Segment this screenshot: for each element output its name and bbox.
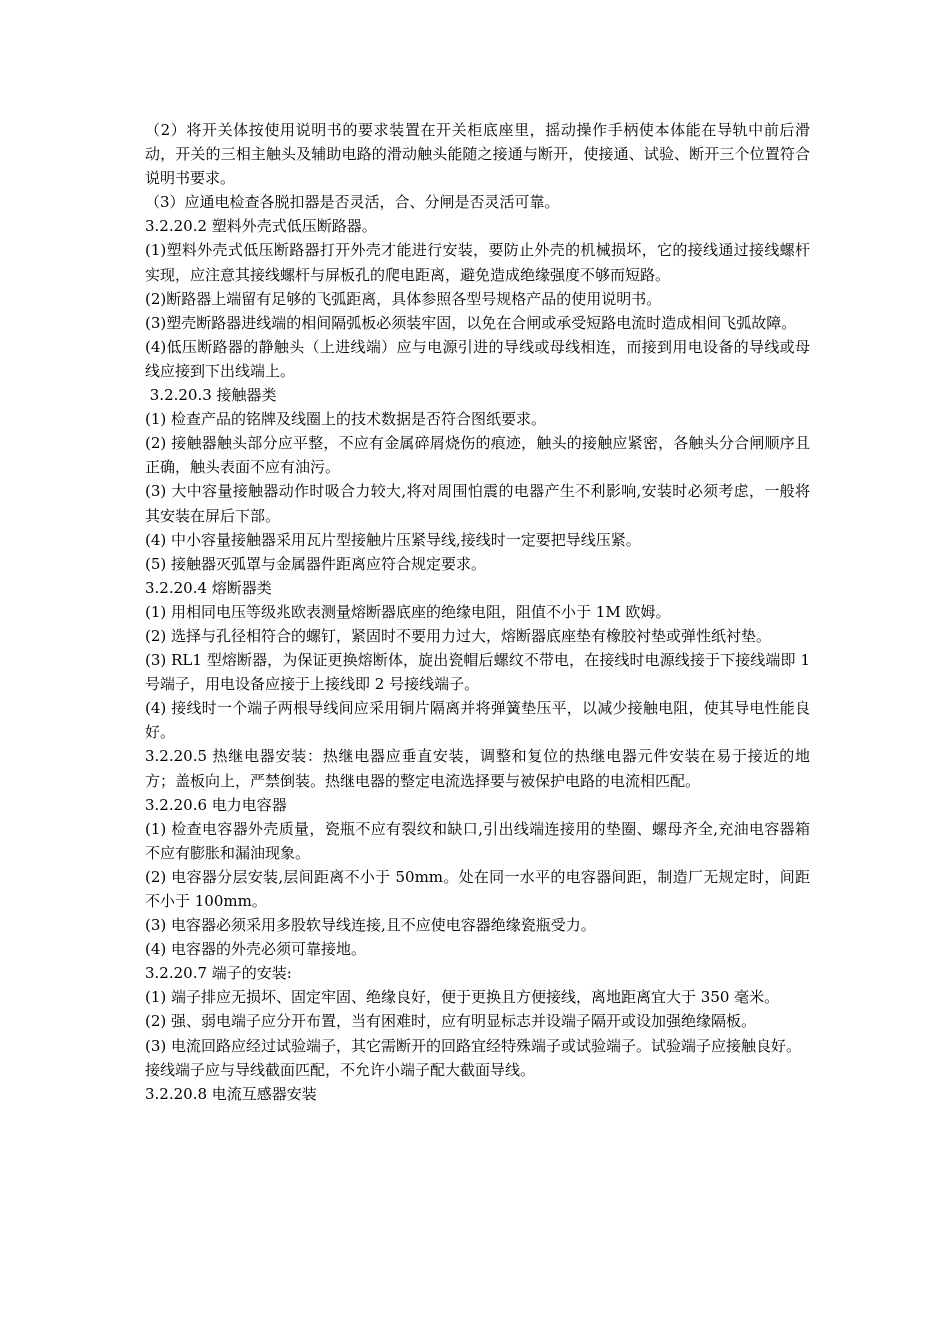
paragraph: (1)塑料外壳式低压断路器打开外壳才能进行安装，要防止外壳的机械损坏，它的接线通过接线螺杆实现，应注意其接线螺杆与屏板孔的爬电距离，避免造成绝缘强度不够而短路。 bbox=[145, 241, 810, 284]
paragraph: (4) 电容器的外壳必须可靠接地。 bbox=[145, 940, 367, 959]
section-heading: 3.2.20.6 电力电容器 bbox=[145, 795, 287, 814]
paragraph: (1) 检查产品的铭牌及线圈上的技术数据是否符合图纸要求。 bbox=[145, 410, 547, 429]
section-heading: 3.2.20.7 端子的安装: bbox=[145, 964, 292, 983]
paragraph: 3.2.20.5 热继电器安装：热继电器应垂直安装，调整和复位的热继电器元件安装在易于接近的地方；盖板向上，严禁倒装。热继电器的整定电流选择要与被保护电路的电流相匹配。 bbox=[145, 747, 810, 790]
section-heading: 3.2.20.8 电流互感器安装 bbox=[145, 1084, 317, 1103]
paragraph: (3) RL1 型熔断器，为保证更换熔断体，旋出瓷帽后螺纹不带电，在接线时电源线接于下接线端即 1 号端子，用电设备应接于上接线即 2 号接线端子。 bbox=[145, 651, 810, 694]
paragraph: (3) 电流回路应经过试验端子，其它需断开的回路宜经特殊端子或试验端子。试验端子应接触良好。 bbox=[145, 1036, 802, 1055]
section-heading: 3.2.20.3 接触器类 bbox=[145, 386, 277, 405]
paragraph: (3) 大中容量接触器动作时吸合力较大,将对周围怕震的电器产生不利影响,安装时必须考虑，一般将其安装在屏后下部。 bbox=[145, 482, 810, 525]
paragraph: (4) 中小容量接触器采用瓦片型接触片压紧导线,接线时一定要把导线压紧。 bbox=[145, 530, 641, 549]
paragraph: 接线端子应与导线截面匹配，不允许小端子配大截面导线。 bbox=[145, 1060, 536, 1079]
paragraph: (2) 选择与孔径相符合的螺钉，紧固时不要用力过大，熔断器底座垫有橡胶衬垫或弹性纸衬垫。 bbox=[145, 626, 772, 645]
section-heading: 3.2.20.2 塑料外壳式低压断路器。 bbox=[145, 217, 377, 236]
paragraph: (3) 电容器必须采用多股软导线连接,且不应使电容器绝缘瓷瓶受力。 bbox=[145, 916, 596, 935]
paragraph: (2) 强、弱电端子应分开布置，当有困难时，应有明显标志并设端子隔开或设加强绝缘隔板。 bbox=[145, 1012, 757, 1031]
paragraph: (2) 电容器分层安装,层间距离不小于 50mm。处在同一水平的电容器间距，制造厂无规定时，间距不小于 100mm。 bbox=[145, 867, 810, 910]
paragraph: (4)低压断路器的静触头（上进线端）应与电源引进的导线或母线相连，而接到用电设备的导线或母线应接到下出线端上。 bbox=[145, 337, 810, 380]
paragraph: (1) 用相同电压等级兆欧表测量熔断器底座的绝缘电阻，阻值不小于 1M 欧姆。 bbox=[145, 602, 671, 621]
paragraph: （3）应通电检查各脱扣器是否灵活，合、分闸是否灵活可靠。 bbox=[145, 193, 560, 212]
paragraph: (3)塑壳断路器进线端的相间隔弧板必须装牢固，以免在合闸或承受短路电流时造成相间飞弧故障。 bbox=[145, 313, 797, 332]
paragraph: (4) 接线时一个端子两根导线间应采用铜片隔离并将弹簧垫压平，以减少接触电阻，使其导电性能良好。 bbox=[145, 699, 810, 742]
section-heading: 3.2.20.4 熔断器类 bbox=[145, 578, 272, 597]
paragraph: (2) 接触器触头部分应平整，不应有金属碎屑烧伤的痕迹，触头的接触应紧密，各触头分合闸顺序且正确，触头表面不应有油污。 bbox=[145, 434, 810, 477]
paragraph: (1) 检查电容器外壳质量，瓷瓶不应有裂纹和缺口,引出线端连接用的垫圈、螺母齐全,充油电容器箱不应有膨胀和漏油现象。 bbox=[145, 819, 810, 862]
paragraph: (2)断路器上端留有足够的飞弧距离，具体参照各型号规格产品的使用说明书。 bbox=[145, 289, 662, 308]
paragraph: (5) 接触器灭弧罩与金属器件距离应符合规定要求。 bbox=[145, 554, 487, 573]
paragraph: (1) 端子排应无损坏、固定牢固、绝缘良好，便于更换且方便接线，离地距离宜大于 350 毫米。 bbox=[145, 988, 780, 1007]
paragraph: （2）将开关体按使用说明书的要求装置在开关柜底座里，摇动操作手柄使本体能在导轨中前后滑动，开关的三相主触头及辅助电路的滑动触头能随之接通与断开，使接通、试验、断开三个位置符合说明书要求。 bbox=[145, 121, 810, 188]
document-body bbox=[145, 118, 810, 1106]
